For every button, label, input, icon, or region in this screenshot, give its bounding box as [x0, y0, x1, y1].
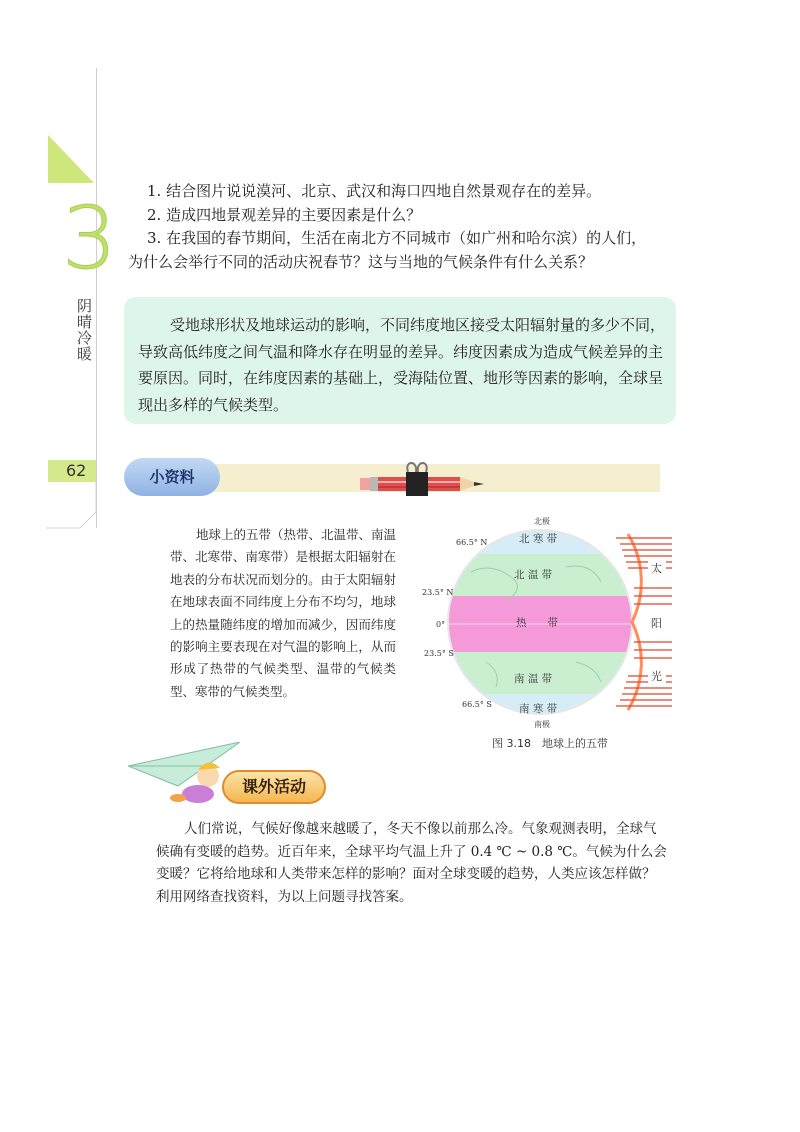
question-item: 为什么会举行不同的活动庆祝春节？这与当地的气候条件有什么关系？: [128, 252, 594, 271]
lat-label: 23.5° S: [424, 649, 454, 658]
zone-label: 南 温 带: [514, 673, 553, 685]
five-zones-diagram: [416, 512, 678, 732]
sunlight-label: 光: [651, 670, 662, 683]
chapter-number: 3: [62, 189, 117, 289]
pencil-icon: [360, 462, 490, 498]
zone-label: 北 寒 带: [519, 533, 558, 545]
lat-label: 66.5° N: [456, 538, 488, 547]
activity-text: 人们常说，气候好像越来越暖了，冬天不像以前那么冷。气象观测表明，全球气候确有变暖的趋势。近百年来，全球平均气温上升了 0.4 ℃ ~ 0.8 ℃。气候为什么会变暖？它将给地球和人类带来怎样的影响？面对全球变暖的趋势，人类应该怎样做？利用网络查找资料，为以上问题寻找答案。: [156, 821, 667, 905]
info-label: 小资料: [149, 468, 195, 486]
zone-label: 北 温 带: [514, 569, 553, 581]
lat-label: 0°: [436, 620, 446, 629]
sunlight-label: 太: [651, 562, 662, 575]
question-list: [128, 180, 688, 274]
info-text: 地球上的五带（热带、北温带、南温带、北寒带、南寒带）是根据太阳辐射在地表的分布状况而划分的。由于太阳辐射在地球表面不同纬度上分布不均匀，地球上的热量随纬度的增加而减少，因而纬度的影响主要表现在对气温的影响上，从而形成了热带的气候类型、温带的气候类型、寒带的气候类型。: [170, 527, 397, 699]
lat-label: 23.5° N: [422, 588, 454, 597]
sunlight-label: 阳: [651, 617, 662, 630]
zone-label: 热 带: [516, 617, 558, 629]
lat-label: 66.5° S: [462, 700, 492, 709]
north-pole-label: 北极: [534, 517, 550, 526]
page-corner-fold: [46, 482, 98, 530]
question-item: 3. 在我国的春节期间，生活在南北方不同城市（如广州和哈尔滨）的人们，: [147, 229, 647, 247]
zone-label: 南 寒 带: [519, 703, 558, 715]
margin-rule: [96, 68, 97, 528]
summary-text: 受地球形状及地球运动的影响，不同纬度地区接受太阳辐射量的多少不同，导致高低纬度之间气温和降水存在明显的差异。纬度因素成为造成气候差异的主要原因。同时，在纬度因素的基础上，受海陆位置、地形等因素的影响，全球呈现出多样的气候类型。: [138, 316, 666, 414]
chapter-corner-triangle: [48, 135, 94, 183]
chapter-title: 阴晴冷暖: [75, 298, 93, 362]
question-item: 2. 造成四地景观差异的主要因素是什么？: [147, 205, 422, 224]
south-pole-label: 南极: [534, 720, 550, 729]
question-item: 1. 结合图片说说漠河、北京、武汉和海口四地自然景观存在的差异。: [147, 182, 602, 200]
figure-caption: 图 3.18 地球上的五带: [492, 737, 608, 750]
page-number: 62: [66, 461, 87, 480]
activity-label: 课外活动: [241, 777, 306, 796]
